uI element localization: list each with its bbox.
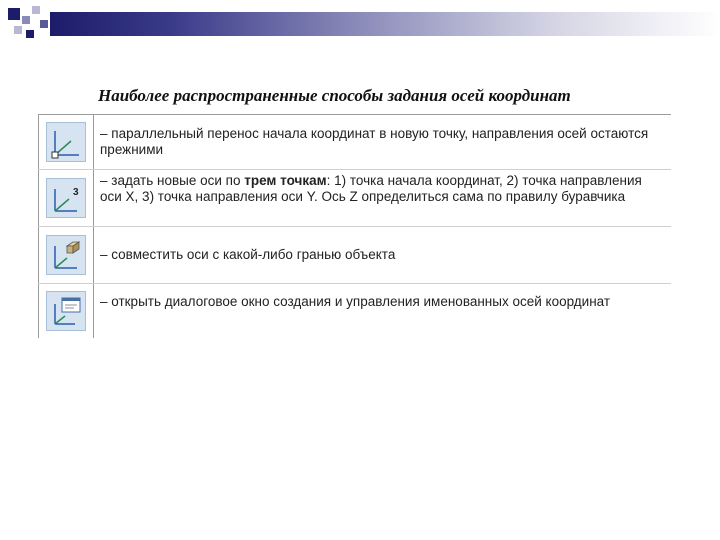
table-row	[38, 227, 671, 284]
method-description: – совместить оси с какой-либо гранью объекта	[100, 247, 396, 262]
method-text-bold: трем точкам	[244, 173, 327, 188]
three-points-label: 3	[73, 187, 79, 198]
corner-square-1	[8, 8, 20, 20]
table-row	[38, 115, 671, 170]
object-face-icon	[46, 235, 86, 275]
method-text-start: – задать новые оси по	[100, 173, 245, 188]
method-description: – открыть диалоговое окно создания и управления именованных осей координат	[100, 294, 611, 309]
corner-square-6	[40, 20, 48, 28]
corner-square-4	[14, 26, 22, 34]
method-text-end: : 1) точка начала координат, 2) точка направления оси X, 3) точка направления оси Y. Ось Z определиться сама по правилу буравчика	[100, 173, 642, 204]
header-band	[50, 12, 720, 36]
slide-title: Наиболее распространенные способы задания осей координат	[98, 86, 571, 105]
origin-move-icon	[46, 122, 86, 162]
method-description: – параллельный перенос начала координат в новую точку, направления осей остаются прежними	[100, 126, 649, 157]
corner-square-5	[26, 30, 34, 38]
corner-square-2	[22, 16, 30, 24]
named-axes-dialog-icon	[46, 291, 86, 331]
corner-square-3	[32, 6, 40, 14]
method-description	[100, 173, 662, 205]
three-points-icon	[46, 178, 86, 218]
table-row	[38, 284, 671, 338]
table-row	[38, 170, 671, 227]
